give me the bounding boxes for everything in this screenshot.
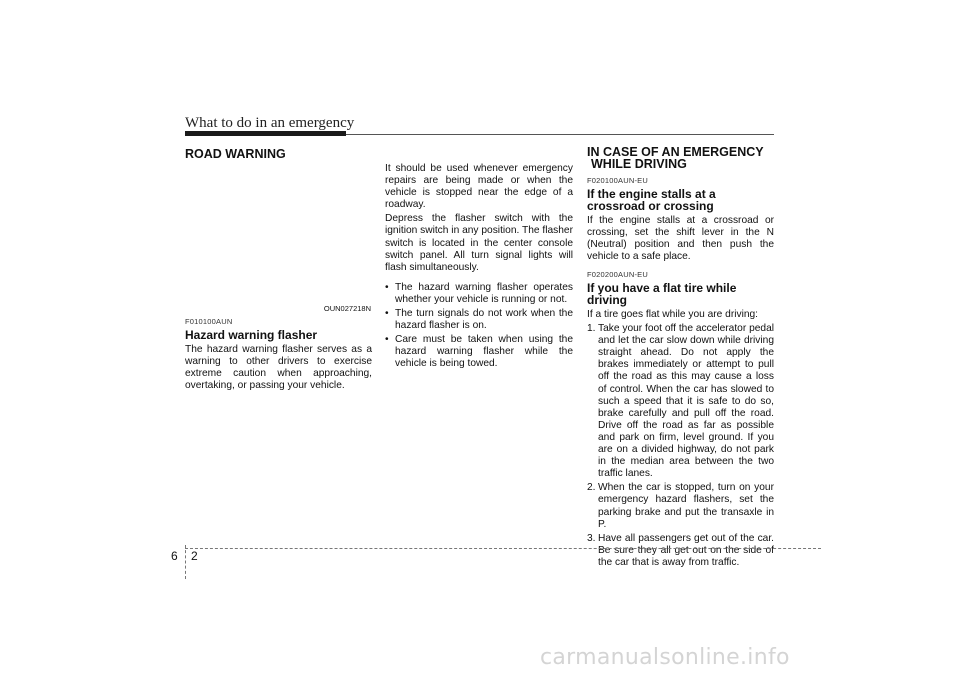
footer-rule [185,548,821,549]
step-number: 1. [587,323,596,335]
item-hazard-warning-flasher [185,317,372,392]
footer-divider [185,545,186,579]
header-rule-thin [346,134,774,135]
paragraph: It should be used whenever emergency repairs are being made or when the vehicle is stopped near the edge of a roadway. [385,163,573,211]
section-title-line2: WHILE DRIVING [591,157,687,171]
paragraph: Depress the flasher switch with the ignition switch in any position. The flasher switch is located in the center console switch panel. All turn signal lights will flash simultaneously. [385,213,573,273]
section-emergency-while-driving [587,146,774,170]
step-text: When the car is stopped, turn on your emergency hazard flashers, set the parking brake and put the transaxle in P. [598,482,774,530]
page-header-title: What to do in an emergency [185,115,355,131]
watermark-text: carmanualsonline.info [540,645,790,670]
bullet-item: • Care must be taken when using the hazard warning flasher while the vehicle is being towed. [385,334,573,370]
step-item [587,323,774,480]
column-2-text [385,163,573,373]
section-road-warning [185,148,372,160]
section-title-road-warning: ROAD WARNING [185,147,286,161]
page-number: 2 [191,549,198,563]
item-code: F010100AUN [185,317,233,326]
item-flat-tire [587,270,774,571]
step-number: 3. [587,532,596,544]
item-paragraph: If the engine stalls at a crossroad or crossing, set the shift lever in the N (Neutral) position and then push the vehicle to a safe place. [587,215,774,263]
item-code: F020100AUN-EU [587,176,648,185]
bullet-item: • The turn signals do not work when the hazard flasher is on. [385,308,573,332]
step-text: Have all passengers get out of the car. Be sure they all get out on the side of the car that is away from traffic. [598,532,774,568]
item-title: Hazard warning flasher [185,328,318,342]
bullet-item: • The hazard warning flasher operates whether your vehicle is running or not. [385,282,573,306]
item-intro: If a tire goes flat while you are driving: [587,309,759,320]
steps-list [587,323,774,569]
bullet-list [385,282,573,371]
item-title: If the engine stalls at a crossroad or crossing [587,187,716,213]
section-title-line1: IN CASE OF AN EMERGENCY [587,145,764,159]
step-item [587,482,774,530]
illustration-code: OUN027218N [323,304,371,313]
header-rule-thick [185,131,346,136]
step-number: 2. [587,482,596,494]
item-title: If you have a flat tire while driving [587,281,737,307]
item-paragraph: The hazard warning flasher serves as a warning to other drivers to exercise extreme caution when approaching, overtaking, or passing your vehicle. [185,344,372,392]
item-code: F020200AUN-EU [587,270,648,279]
item-engine-stalls [587,176,774,263]
step-item [587,533,774,569]
step-text: Take your foot off the accelerator pedal and let the car slow down while driving straight ahead. Do not apply the brakes immediately or attempt to pull off the road as this may cause a loss of control. When the car has slowed to such a speed that it is safe to do so, brake carefully and pull off the road. Drive off the road as far as possible and park on firm, level ground. If you are on a divided highway, do not park in the median area between the two traffic lanes. [598,323,774,480]
chapter-number: 6 [171,549,178,563]
illustration-hazard-switch [185,170,372,313]
